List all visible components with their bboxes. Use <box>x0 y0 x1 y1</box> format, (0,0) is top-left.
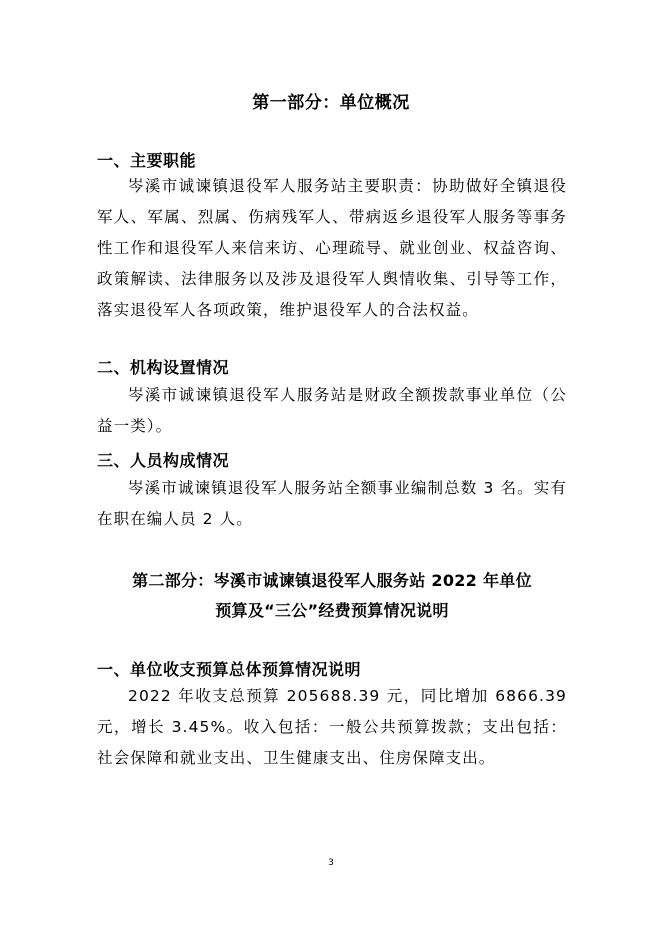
part2-title-line2: 预算及“三公”经费预算情况说明 <box>215 601 449 620</box>
part2-title <box>97 566 567 626</box>
section-heading-organization: 二、机构设置情况 <box>97 358 230 377</box>
part2-title-line1: 第二部分：岑溪市诚谏镇退役军人服务站 2022 年单位 <box>132 571 532 590</box>
section-text-budget-overview: 2022 年收支总预算 205688.39 元，同比增加 6866.39 元，增长 3.45%。收入包括：一般公共预算拨款；支出包括：社会保障和就业支出、卫生健康支出、住房保障支出。 <box>97 687 567 767</box>
section-text-staffing: 岑溪市诚谏镇退役军人服务站全额事业编制总数 3 名。实有在职在编人员 2 人。 <box>97 479 567 528</box>
section-text-main-functions: 岑溪市诚谏镇退役军人服务站主要职责：协助做好全镇退役军人、军属、烈属、伤病残军人、带病返乡退役军人服务等事务性工作和退役军人来信来访、心理疏导、就业创业、权益咨询、政策解读、法律服务以及涉及退役军人舆情收集、引导等工作，落实退役军人各项政策，维护退役军人的合法权益。 <box>97 177 567 319</box>
section-heading-main-functions: 一、主要职能 <box>97 151 197 170</box>
section-text-organization: 岑溪市诚谏镇退役军人服务站是财政全额拨款事业单位（公益一类）。 <box>97 386 567 435</box>
section-heading-budget-overview: 一、单位收支预算总体预算情况说明 <box>97 660 362 679</box>
section-heading-staffing: 三、人员构成情况 <box>97 451 230 470</box>
part1-title: 第一部分：单位概况 <box>252 93 410 113</box>
page-number: 3 <box>328 858 334 868</box>
